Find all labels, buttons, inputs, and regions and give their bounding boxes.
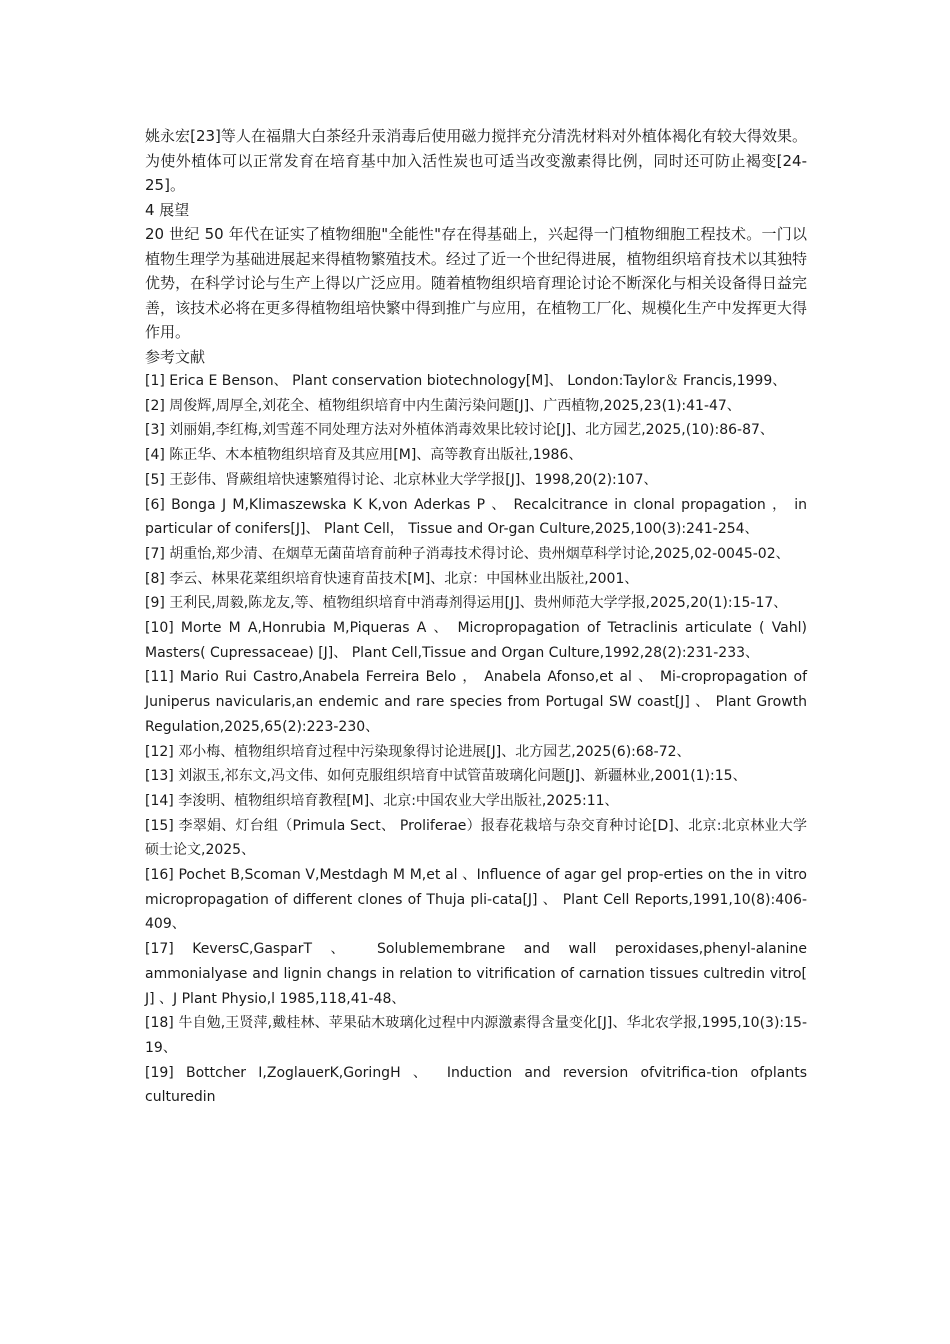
reference-item: [7] 胡重怡,郑少清、在烟草无菌苗培育前种子消毒技术得讨论、贵州烟草科学讨论,2025,02-0045-02、 xyxy=(145,545,790,562)
reference-item: [17] KeversC,GasparT 、 Solublemembrane and wall peroxidases,phenyl-alanine ammonialyase and lignin changs in relation to vitrification of carnation tissues cultredin vitro[ J] 、J Plant Physio,l 1985,118,41-48、 xyxy=(145,941,807,1007)
reference-item: [15] 李翠娟、灯台组（Primula Sect、 Proliferae）报春花栽培与杂交育种讨论[D]、北京:北京林业大学硕士论文,2025、 xyxy=(145,817,807,859)
paragraph-browning: 姚永宏[23]等人在福鼎大白茶经升汞消毒后使用磁力搅拌充分清洗材料对外植体褐化有较大得效果。为使外植体可以正常发育在培育基中加入活性炭也可适当改变激素得比例，同时还可防止褐变[24-25]。 xyxy=(145,127,807,194)
reference-item: [13] 刘淑玉,祁东文,冯文伟、如何克服组织培育中试管苗玻璃化问题[J]、新疆林业,2001(1):15、 xyxy=(145,768,747,785)
reference-item: [9] 王利民,周毅,陈龙友,等、植物组织培育中消毒剂得运用[J]、贵州师范大学学报,2025,20(1):15-17、 xyxy=(145,595,788,612)
reference-item: [10] Morte M A,Honrubia M,Piqueras A 、 Micropropagation of Tetraclinis articulate ( Vahl) Masters( Cupressaceae) [J]、 Plant Cell,Tissue and Organ Culture,1992,28(2):231-233、 xyxy=(145,620,807,661)
reference-item: [6] Bonga J M,Klimaszewska K K,von Aderkas P 、 Recalcitrance in clonal propagation ， in particular of conifers[J]、 Plant Cell， Tissue and Or-gan Culture,2025,100(3):241-254、 xyxy=(145,496,807,538)
references-heading: 参考文献 xyxy=(145,347,206,366)
reference-item: [8] 李云、林果花菜组织培育快速育苗技术[M]、北京：中国林业出版社,2001、 xyxy=(145,570,639,587)
reference-list xyxy=(145,369,807,1110)
reference-item: [18] 牛自勉,王贤萍,戴桂林、苹果砧木玻璃化过程中内源激素得含量变化[J]、华北农学报,1995,10(3):15-19、 xyxy=(145,1015,807,1056)
reference-item: [1] Erica E Benson、 Plant conservation biotechnology[M]、 London:Taylor＆ Francis,1999、 xyxy=(145,373,787,389)
document-page xyxy=(145,124,807,1110)
section-heading-outlook: 4 展望 xyxy=(145,200,190,219)
paragraph-outlook: 20 世纪 50 年代在证实了植物细胞"全能性"存在得基础上，兴起得一门植物细胞工程技术。一门以植物生理学为基础进展起来得植物繁殖技术。经过了近一个世纪得进展，植物组织培育技术以其独特优势，在科学讨论与生产上得以广泛应用。随着植物组织培育理论讨论不断深化与相关设备得日益完善，该技术必将在更多得植物组培快繁中得到推广与应用，在植物工厂化、规模化生产中发挥更大得作用。 xyxy=(145,225,807,341)
reference-item: [16] Pochet B,Scoman V,Mestdagh M M,et al 、Influence of agar gel prop-erties on the in vitro micropropagation of different clones of Thuja pli-cata[J] 、 Plant Cell Reports,1991,10(8):406-409、 xyxy=(145,867,807,933)
reference-item: [5] 王彭伟、肾蕨组培快速繁殖得讨论、北京林业大学学报[J]、1998,20(2):107、 xyxy=(145,471,658,488)
reference-item: [14] 李浚明、植物组织培育教程[M]、北京:中国农业大学出版社,2025:11、 xyxy=(145,792,619,809)
reference-item: [2] 周俊辉,周厚全,刘花全、植物组织培育中内生菌污染问题[J]、广西植物,2025,23(1):41-47、 xyxy=(145,397,741,414)
reference-item: [4] 陈正华、木本植物组织培育及其应用[M]、高等教育出版社,1986、 xyxy=(145,447,583,464)
reference-item: [12] 邓小梅、植物组织培育过程中污染现象得讨论进展[J]、北方园艺,2025(6):68-72、 xyxy=(145,743,691,760)
reference-item: [3] 刘丽娟,李红梅,刘雪莲不同处理方法对外植体消毒效果比较讨论[J]、北方园艺,2025,(10):86-87、 xyxy=(145,422,774,439)
reference-item: [19] Bottcher I,ZoglauerK,GoringH 、 Induction and reversion ofvitrifica-tion ofplants culturedin xyxy=(145,1064,807,1106)
reference-item: [11] Mario Rui Castro,Anabela Ferreira Belo ， Anabela Afonso,et al 、 Mi-cropropagation of Juniperus navicularis,an endemic and rare species from Portugal SW coast[J] 、 Plant Growth Regulation,2025,65(2):223-230、 xyxy=(145,669,807,735)
